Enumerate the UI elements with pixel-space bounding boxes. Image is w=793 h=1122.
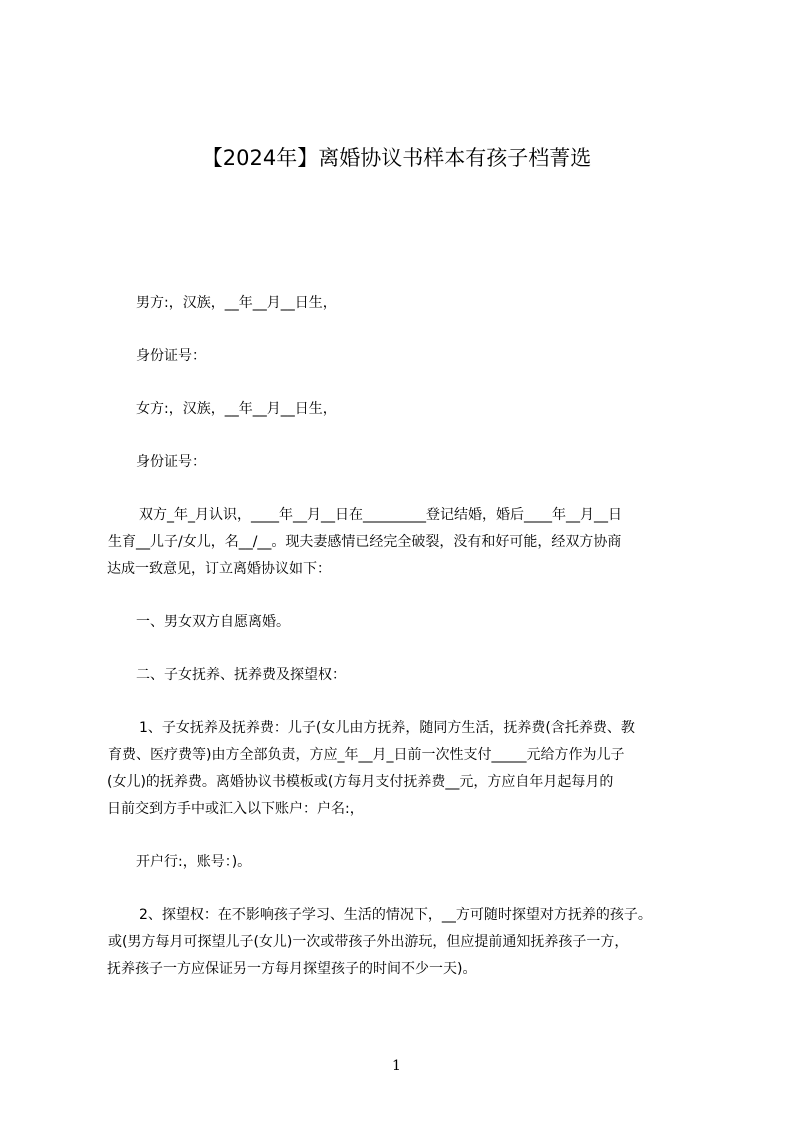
marriage-paragraph-line-1: 双方_年_月认识，____年__月__日在_________登记结婚，婚后____年__月__日 xyxy=(139,507,622,523)
marriage-paragraph-line-2: 生育__儿子/女儿，名__/__。现夫妻感情已经完全破裂，没有和好可能，经双方协商 xyxy=(108,534,622,550)
document-title: 【2024年】离婚协议书样本有孩子档菁选 xyxy=(201,146,592,170)
child-support-line-1: 1、子女抚养及抚养费：儿子(女儿由方抚养，随同方生活，抚养费(含托养费、教 xyxy=(139,720,635,736)
clause-1: 一、男女双方自愿离婚。 xyxy=(136,614,290,630)
page-number: 1 xyxy=(392,1058,401,1074)
child-support-line-4: 日前交到方手中或汇入以下账户：户名:， xyxy=(107,801,364,817)
male-id-line: 身份证号： xyxy=(136,348,206,364)
child-support-line-3: (女儿)的抚养费。离婚协议书模板或(方每月支付抚养费__元，方应自年月起每月的 xyxy=(107,774,614,790)
visitation-line-2: 或(男方每月可探望儿子(女儿)一次或带孩子外出游玩，但应提前通知抚养孩子一方， xyxy=(108,934,629,950)
marriage-paragraph-line-3: 达成一致意见，订立离婚协议如下： xyxy=(107,561,331,577)
child-support-line-2: 育费、医疗费等)由方全部负责，方应_年__月_日前一次性支付_____元给方作为儿子 xyxy=(108,747,625,763)
clause-2-heading: 二、子女抚养、抚养费及探望权： xyxy=(136,667,346,683)
bank-account-line: 开户行:，账号：)。 xyxy=(136,854,252,870)
female-party-line: 女方:，汉族，__年__月__日生， xyxy=(136,401,337,417)
visitation-line-3: 抚养孩子一方应保证另一方每月探望孩子的时间不少一天)。 xyxy=(107,961,477,977)
male-party-line: 男方:，汉族，__年__月__日生， xyxy=(136,295,337,311)
visitation-line-1: 2、探望权：在不影响孩子学习、生活的情况下，__方可随时探望对方抚养的孩子。 xyxy=(139,907,652,923)
female-id-line: 身份证号： xyxy=(136,454,206,470)
